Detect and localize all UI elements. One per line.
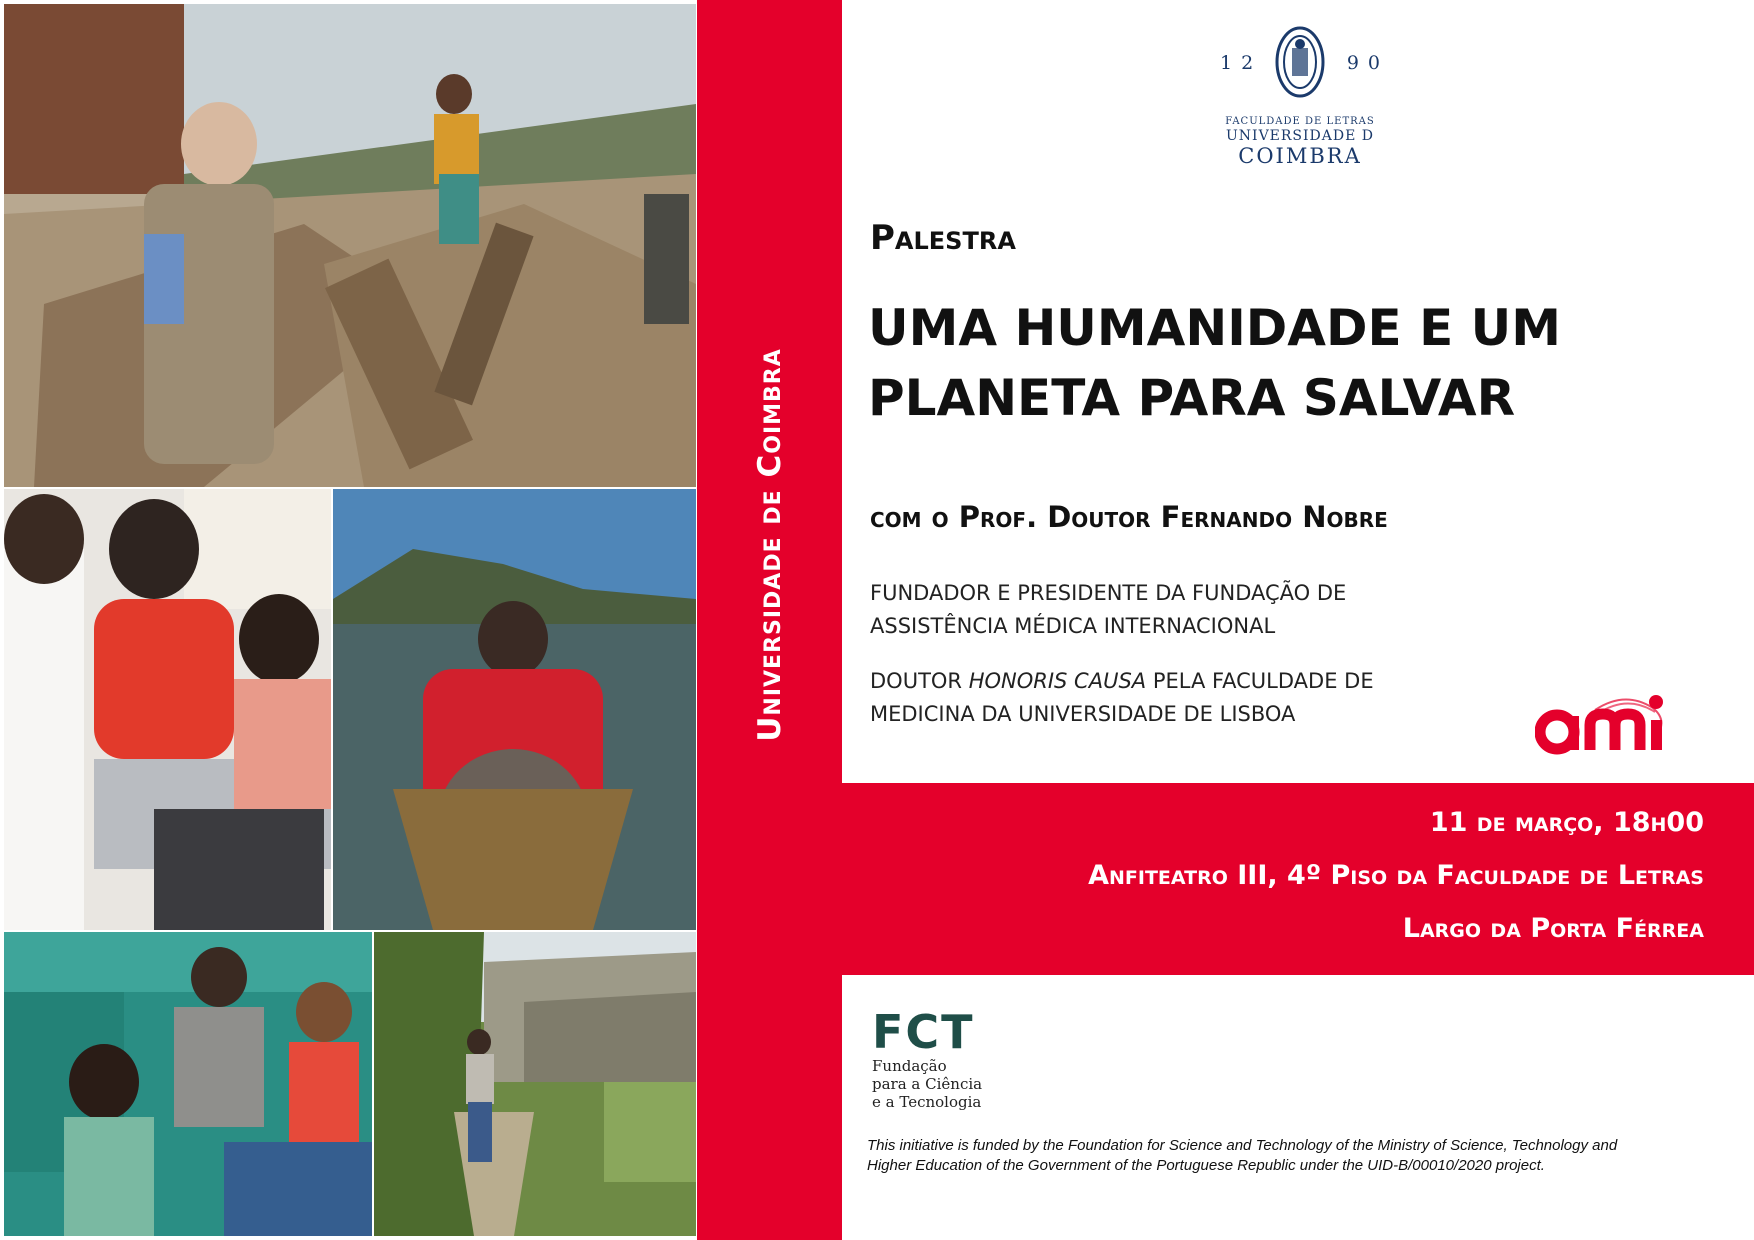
photo-tent-clinic xyxy=(4,932,372,1236)
event-venue: Anfiteatro III, 4º Piso da Faculdade de Letras xyxy=(1088,860,1704,891)
uc-university-label: UNIVERSIDADE D xyxy=(1225,128,1375,144)
event-info-band xyxy=(842,783,1754,975)
funding-note: This initiative is funded by the Foundation for Science and Technology of the Ministry of Science, Technology and Higher Education of the Government of the Portuguese Republic under the UID-B/00010/2020 project. xyxy=(867,1137,1618,1174)
event-title: UMA HUMANIDADE E UM PLANETA PARA SALVAR xyxy=(868,299,1561,427)
uc-year-left: 12 xyxy=(1220,52,1263,74)
speaker-role-1-line2: ASSISTÊNCIA MÉDICA INTERNACIONAL xyxy=(870,614,1276,638)
speaker-role-2-prefix: DOUTOR xyxy=(870,669,969,693)
speaker-role-2-suffix: PELA FACULDADE DE xyxy=(1146,669,1374,693)
fct-logo xyxy=(872,1005,1012,1115)
event-type: Palestra xyxy=(870,218,1016,258)
speaker-role-2-italic: HONORIS CAUSA xyxy=(968,669,1147,693)
uc-seal-icon xyxy=(1275,26,1325,98)
photo-canoe-lake xyxy=(333,489,696,930)
speaker-role-2-line2: MEDICINA DA UNIVERSIDADE DE LISBOA xyxy=(870,702,1296,726)
event-date: 11 de março, 18h00 xyxy=(1429,807,1704,838)
fct-mark: FCT xyxy=(872,1005,975,1059)
event-address: Largo da Porta Férrea xyxy=(1402,913,1704,944)
photo-earthquake-rubble xyxy=(4,4,696,487)
university-vertical-title: Universidade de Coimbra xyxy=(752,348,788,742)
uc-faculty-label: FACULDADE DE LETRAS xyxy=(1225,116,1375,127)
photo-field-walk xyxy=(374,932,696,1236)
ami-logo-icon xyxy=(1535,690,1705,760)
fct-line-3: e a Tecnologia xyxy=(872,1093,982,1111)
ami-logo xyxy=(1535,690,1705,760)
uc-logo xyxy=(1220,24,1389,174)
photo-clinic-care xyxy=(4,489,331,930)
speaker-role-2-line1 xyxy=(870,665,1374,698)
fct-line-1: Fundação xyxy=(872,1057,947,1075)
speaker-role-2 xyxy=(870,665,1374,731)
uc-coimbra-label: COIMBRA xyxy=(1238,144,1362,168)
speaker-role-1 xyxy=(870,577,1346,643)
speaker-role-1-line1: FUNDADOR E PRESIDENTE DA FUNDAÇÃO DE xyxy=(870,581,1347,605)
speaker-line: com o Prof. Doutor Fernando Nobre xyxy=(870,500,1388,534)
fct-line-2: para a Ciência xyxy=(872,1075,983,1093)
uc-year-right: 90 xyxy=(1346,52,1389,74)
